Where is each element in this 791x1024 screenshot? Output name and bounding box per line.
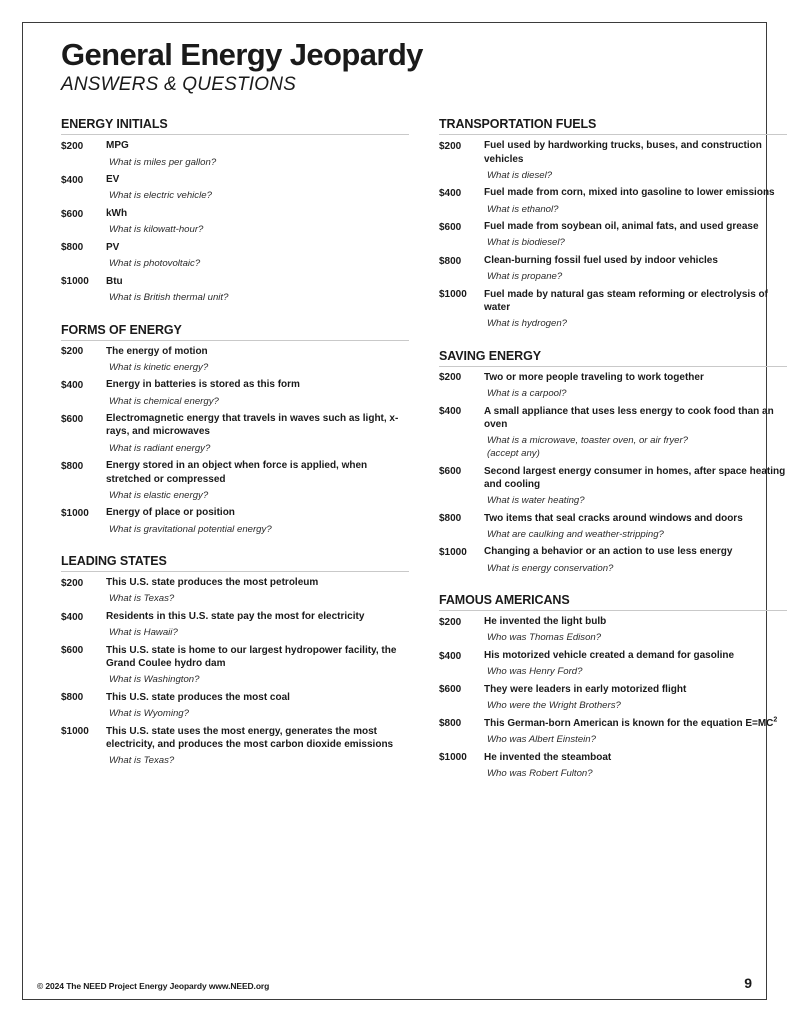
- clue-body: [106, 576, 409, 606]
- clue-question-text: What is kinetic energy?: [109, 361, 209, 373]
- clue-question-text: What is water heating?: [487, 494, 585, 506]
- clue-row: [439, 186, 787, 216]
- clue-row: [61, 173, 409, 203]
- clue-question-text: What is energy conservation?: [487, 562, 614, 574]
- clue-body: [106, 610, 409, 640]
- clue-row: [439, 139, 787, 182]
- clue-question-text: What are caulking and weather-stripping?: [487, 528, 664, 540]
- clue-value: $200: [439, 372, 462, 384]
- right-column: [433, 117, 787, 780]
- clue-question-text: Who was Thomas Edison?: [487, 632, 602, 644]
- clue-answer-text: This U.S. state is home to our largest hydropower facility, the Grand Coulee hydro dam: [106, 644, 397, 670]
- clue-answer-text: Residents in this U.S. state pay the most for electricity: [106, 611, 365, 623]
- clue-answer-text: Fuel made by natural gas steam reforming or electrolysis of water: [484, 288, 768, 314]
- clue-value: $200: [61, 346, 84, 358]
- clue-answer-text: Two or more people traveling to work together: [484, 371, 704, 383]
- clue-question-text: What is Texas?: [109, 593, 175, 605]
- clue-question-text: What is propane?: [487, 271, 563, 283]
- clue-value: $200: [439, 616, 462, 628]
- clue-body: [484, 254, 787, 284]
- clue-body: [484, 717, 787, 747]
- category-title: FAMOUS AMERICANS: [439, 593, 570, 608]
- clue-row: [61, 506, 409, 536]
- clue-answer-text: Changing a behavior or an action to use less energy: [484, 546, 733, 558]
- clue-question-text: What is miles per gallon?: [109, 156, 217, 168]
- clue-answer-text: MPG: [106, 140, 129, 152]
- footer-credit: © 2024 The NEED Project Energy Jeopardy www.NEED.org: [37, 981, 270, 991]
- clue-row: [61, 610, 409, 640]
- clue-body: [484, 186, 787, 216]
- clue-question-text: What is kilowatt-hour?: [109, 224, 204, 236]
- clue-body: [106, 644, 409, 687]
- clue-value: $800: [61, 242, 84, 254]
- clue-body: [484, 683, 787, 713]
- clue-answer-text: Btu: [106, 275, 123, 287]
- clue-answer-text: They were leaders in early motorized flight: [484, 683, 687, 695]
- clue-row: [439, 683, 787, 713]
- category-section: [439, 593, 787, 780]
- clue-answer-text: Second largest energy consumer in homes, after space heating and cooling: [484, 465, 786, 490]
- clue-value: $1000: [61, 726, 89, 738]
- clue-answer-text: This U.S. state uses the most energy, generates the most electricity, and produces the most carbon dioxide emissions: [106, 725, 394, 750]
- clue-body: [484, 512, 787, 542]
- clue-row: [61, 345, 409, 375]
- page-number: 9: [744, 975, 752, 991]
- document-header: [41, 39, 748, 95]
- clue-value: $800: [439, 513, 462, 525]
- clue-question-text: What is Wyoming?: [109, 708, 189, 720]
- clue-value: $1000: [439, 546, 467, 558]
- clue-question-text: What is electric vehicle?: [109, 190, 212, 202]
- clue-body: [484, 615, 787, 645]
- clue-row: [61, 725, 409, 768]
- clue-answer-text: This U.S. state produces the most coal: [106, 691, 290, 703]
- clue-question-text: Who was Albert Einstein?: [487, 733, 596, 745]
- clue-row: [61, 139, 409, 169]
- clue-body: [106, 345, 409, 375]
- clue-body: [484, 139, 787, 182]
- clue-answer-text: Fuel used by hardworking trucks, buses, and construction vehicles: [484, 140, 762, 165]
- clue-answer-superscript: 2: [773, 716, 778, 724]
- content-columns: [41, 117, 786, 780]
- category-title: FORMS OF ENERGY: [61, 322, 182, 337]
- clue-question-text: What is Texas?: [109, 755, 175, 767]
- clue-value: $1000: [439, 752, 467, 764]
- category-divider: [61, 134, 409, 135]
- clue-answer-text: Energy of place or position: [106, 507, 235, 519]
- clue-body: [484, 405, 787, 461]
- clue-row: [439, 288, 787, 331]
- clue-row: [61, 241, 409, 271]
- clue-answer-text: Fuel made from soybean oil, animal fats, and used grease: [484, 221, 759, 233]
- clue-answer-text: Electromagnetic energy that travels in waves such as light, x-rays, and microwaves: [106, 413, 399, 438]
- clue-value: $800: [61, 460, 84, 472]
- left-column: [41, 117, 409, 767]
- clue-value: $600: [439, 221, 462, 233]
- clue-question-text: What is Washington?: [109, 674, 200, 686]
- page-title: General Energy Jeopardy: [61, 37, 423, 72]
- clue-value: $200: [61, 140, 84, 152]
- clue-row: [61, 459, 409, 502]
- clue-row: [439, 615, 787, 645]
- clue-value: $600: [61, 413, 84, 425]
- category-divider: [439, 134, 787, 135]
- clue-question-text: What is Hawaii?: [109, 627, 178, 639]
- clue-body: [484, 288, 787, 331]
- clue-value: $1000: [61, 276, 89, 288]
- page-content: [23, 23, 786, 999]
- clue-answer-text: He invented the steamboat: [484, 751, 612, 763]
- category-divider: [61, 340, 409, 341]
- clue-answer-text: This U.S. state produces the most petroleum: [106, 577, 319, 589]
- clue-value: $400: [439, 650, 462, 662]
- clue-question-text: What is ethanol?: [487, 203, 559, 215]
- clue-body: [106, 241, 409, 271]
- clue-answer-text: Energy stored in an object when force is applied, when stretched or compressed: [106, 460, 368, 485]
- clue-answer-text: His motorized vehicle created a demand for gasoline: [484, 650, 735, 662]
- clue-value: $200: [439, 140, 462, 152]
- clue-row: [61, 412, 409, 455]
- clue-value: $400: [439, 406, 462, 418]
- category-divider: [439, 366, 787, 367]
- clue-answer-text: A small appliance that uses less energy to cook food than an oven: [484, 405, 774, 431]
- clue-question-text: Who was Henry Ford?: [487, 666, 583, 678]
- clue-row: [439, 254, 787, 284]
- clue-body: [106, 725, 409, 768]
- category-divider: [61, 571, 409, 572]
- category-section: [61, 117, 409, 304]
- clue-answer-text: PV: [106, 241, 120, 253]
- page-sheet: [22, 22, 786, 1000]
- clue-value: $400: [61, 611, 84, 623]
- clue-value: $600: [61, 208, 84, 220]
- clue-body: [484, 545, 787, 575]
- clue-body: [106, 275, 409, 305]
- clue-row: [439, 465, 787, 508]
- clue-answer-text: EV: [106, 174, 120, 186]
- clue-note: (accept any): [487, 447, 540, 459]
- clue-value: $800: [61, 692, 84, 704]
- clue-body: [484, 220, 787, 250]
- clue-answer-main: This German-born American is known for the equation E=MC: [484, 717, 774, 729]
- clue-question-text: What is chemical energy?: [109, 395, 219, 407]
- clue-question-text: What is a carpool?: [487, 388, 567, 400]
- clue-answer-text: Fuel made from corn, mixed into gasoline to lower emissions: [484, 187, 775, 199]
- clue-answer-text: kWh: [106, 208, 128, 220]
- page-subtitle: ANSWERS & QUESTIONS: [61, 73, 297, 95]
- clue-row: [439, 371, 787, 401]
- category-section: [61, 323, 409, 537]
- clue-answer-text: Clean-burning fossil fuel used by indoor vehicles: [484, 255, 718, 267]
- category-section: [61, 554, 409, 768]
- clue-answer-text: He invented the light bulb: [484, 616, 607, 628]
- category-title: TRANSPORTATION FUELS: [439, 117, 597, 132]
- clue-body: [106, 139, 409, 169]
- clue-body: [484, 465, 787, 508]
- category-title: SAVING ENERGY: [439, 348, 541, 363]
- clue-row: [61, 644, 409, 687]
- clue-value: $600: [61, 645, 84, 657]
- clue-row: [439, 512, 787, 542]
- clue-row: [439, 220, 787, 250]
- clue-value: $400: [439, 187, 462, 199]
- clue-row: [439, 649, 787, 679]
- clue-question-text: What is hydrogen?: [487, 318, 567, 330]
- clue-body: [106, 412, 409, 455]
- clue-row: [439, 751, 787, 781]
- clue-value: $200: [61, 577, 84, 589]
- clue-answer-text: Two items that seal cracks around windows and doors: [484, 512, 743, 524]
- category-section: [439, 117, 787, 331]
- clue-question-text: What is gravitational potential energy?: [109, 523, 272, 535]
- clue-question-text: What is radiant energy?: [109, 442, 211, 454]
- clue-value: $1000: [439, 289, 467, 301]
- clue-body: [106, 173, 409, 203]
- clue-question-text: Who was Robert Fulton?: [487, 767, 593, 779]
- clue-value: $800: [439, 255, 462, 267]
- clue-question-text: Who were the Wright Brothers?: [487, 700, 621, 712]
- clue-row: [439, 545, 787, 575]
- clue-body: [484, 751, 787, 781]
- clue-question-text: What is a microwave, toaster oven, or air fryer?: [487, 435, 689, 447]
- clue-question-text: What is biodiesel?: [487, 237, 565, 249]
- clue-body: [106, 506, 409, 536]
- clue-row: [61, 691, 409, 721]
- clue-question-text: What is British thermal unit?: [109, 291, 229, 303]
- clue-body: [484, 371, 787, 401]
- clue-question-text: What is diesel?: [487, 169, 553, 181]
- category-title: LEADING STATES: [61, 554, 167, 569]
- clue-body: [106, 691, 409, 721]
- clue-row: [439, 405, 787, 461]
- clue-value: $400: [61, 174, 84, 186]
- clue-question-text: What is elastic energy?: [109, 489, 209, 501]
- clue-row: [61, 576, 409, 606]
- clue-value: $600: [439, 466, 462, 478]
- category-section: [439, 349, 787, 575]
- category-divider: [439, 610, 787, 611]
- clue-row: [61, 378, 409, 408]
- clue-answer-text: The energy of motion: [106, 345, 208, 357]
- clue-value: $400: [61, 379, 84, 391]
- clue-value: $1000: [61, 507, 89, 519]
- clue-body: [106, 207, 409, 237]
- clue-row: [61, 275, 409, 305]
- clue-value: $600: [439, 684, 462, 696]
- clue-row: [439, 717, 787, 747]
- clue-body: [484, 649, 787, 679]
- clue-row: [61, 207, 409, 237]
- clue-answer-text: [484, 717, 787, 730]
- clue-answer-text: Energy in batteries is stored as this form: [106, 379, 300, 391]
- clue-body: [106, 459, 409, 502]
- clue-value: $800: [439, 718, 462, 730]
- page-footer: [23, 975, 766, 991]
- clue-question-text: What is photovoltaic?: [109, 258, 201, 270]
- category-title: ENERGY INITIALS: [61, 117, 168, 132]
- clue-body: [106, 378, 409, 408]
